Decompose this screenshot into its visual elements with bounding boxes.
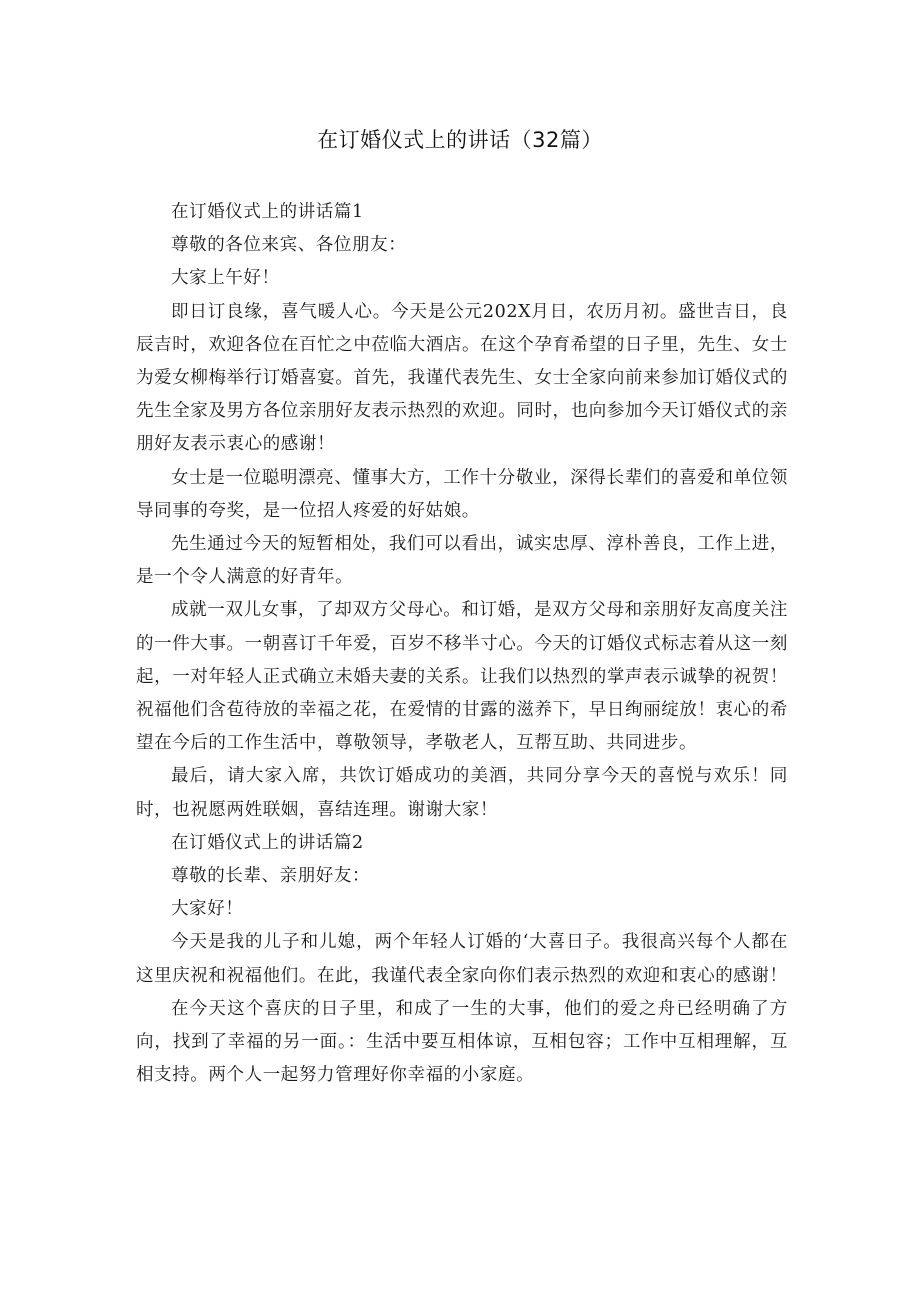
section-heading: 在订婚仪式上的讲话篇1	[171, 202, 364, 222]
greeting: 大家好！	[171, 899, 244, 920]
salutation: 尊敬的长辈、亲朋好友：	[171, 866, 371, 887]
paragraph: 最后，请大家入席，共饮订婚成功的美酒，共同分享今天的喜悦与欢乐！同时，也祝愿两姓联姻，喜结连理。谢谢大家！	[136, 766, 788, 820]
greeting: 大家上午好！	[171, 268, 280, 289]
paragraph: 成就一双儿女事，了却双方父母心。和订婚，是双方父母和亲朋好友高度关注的一件大事。一朝喜订千年爱，百岁不移半寸心。今天的订婚仪式标志着从这一刻起，一对年轻人正式确立未婚夫妻的关系。让我们以热烈的掌声表示诚挚的祝贺！祝福他们含苞待放的幸福之花，在爱情的甘露的滋养下，早日绚丽绽放！衷心的希望在今后的工作生活中，尊敬领导，孝敬老人，互帮互助、共同进步。	[136, 600, 788, 754]
document-title: 在订婚仪式上的讲话（32篇）	[317, 128, 603, 152]
paragraph: 先生通过今天的短暂相处，我们可以看出，诚实忠厚、淳朴善良，工作上进，是一个令人满意的好青年。	[136, 534, 788, 588]
paragraph: 女士是一位聪明漂亮、懂事大方，工作十分敬业，深得长辈们的喜爱和单位领导同事的夸奖，是一位招人疼爱的好姑娘。	[136, 467, 788, 521]
paragraph: 今天是我的儿子和儿媳，两个年轻人订婚的‘大喜日子。我很高兴每个人都在这里庆祝和祝福他们。在此，我谨代表全家向你们表示热烈的欢迎和衷心的感谢！	[136, 932, 788, 986]
section-heading: 在订婚仪式上的讲话篇2	[171, 832, 364, 853]
paragraph: 在今天这个喜庆的日子里，和成了一生的大事，他们的爱之舟已经明确了方向，找到了幸福的另一面。：生活中要互相体谅，互相包容；工作中互相理解，互相支持。两个人一起努力管理好你幸福的小家庭。	[136, 998, 788, 1086]
paragraph: 即日订良缘，喜气暖人心。今天是公元202X月日，农历月初。盛世吉日，良辰吉时，欢迎各位在百忙之中莅临大酒店。在这个孕育希望的日子里，先生、女士为爱女柳梅举行订婚喜宴。首先，我谨代表先生、女士全家向前来参加订婚仪式的先生全家及男方各位亲朋好友表示热烈的欢迎。同时，也向参加今天订婚仪式的亲朋好友表示衷心的感谢！	[136, 301, 788, 455]
document-body	[136, 196, 788, 1092]
salutation: 尊敬的各位来宾、各位朋友：	[171, 235, 407, 256]
